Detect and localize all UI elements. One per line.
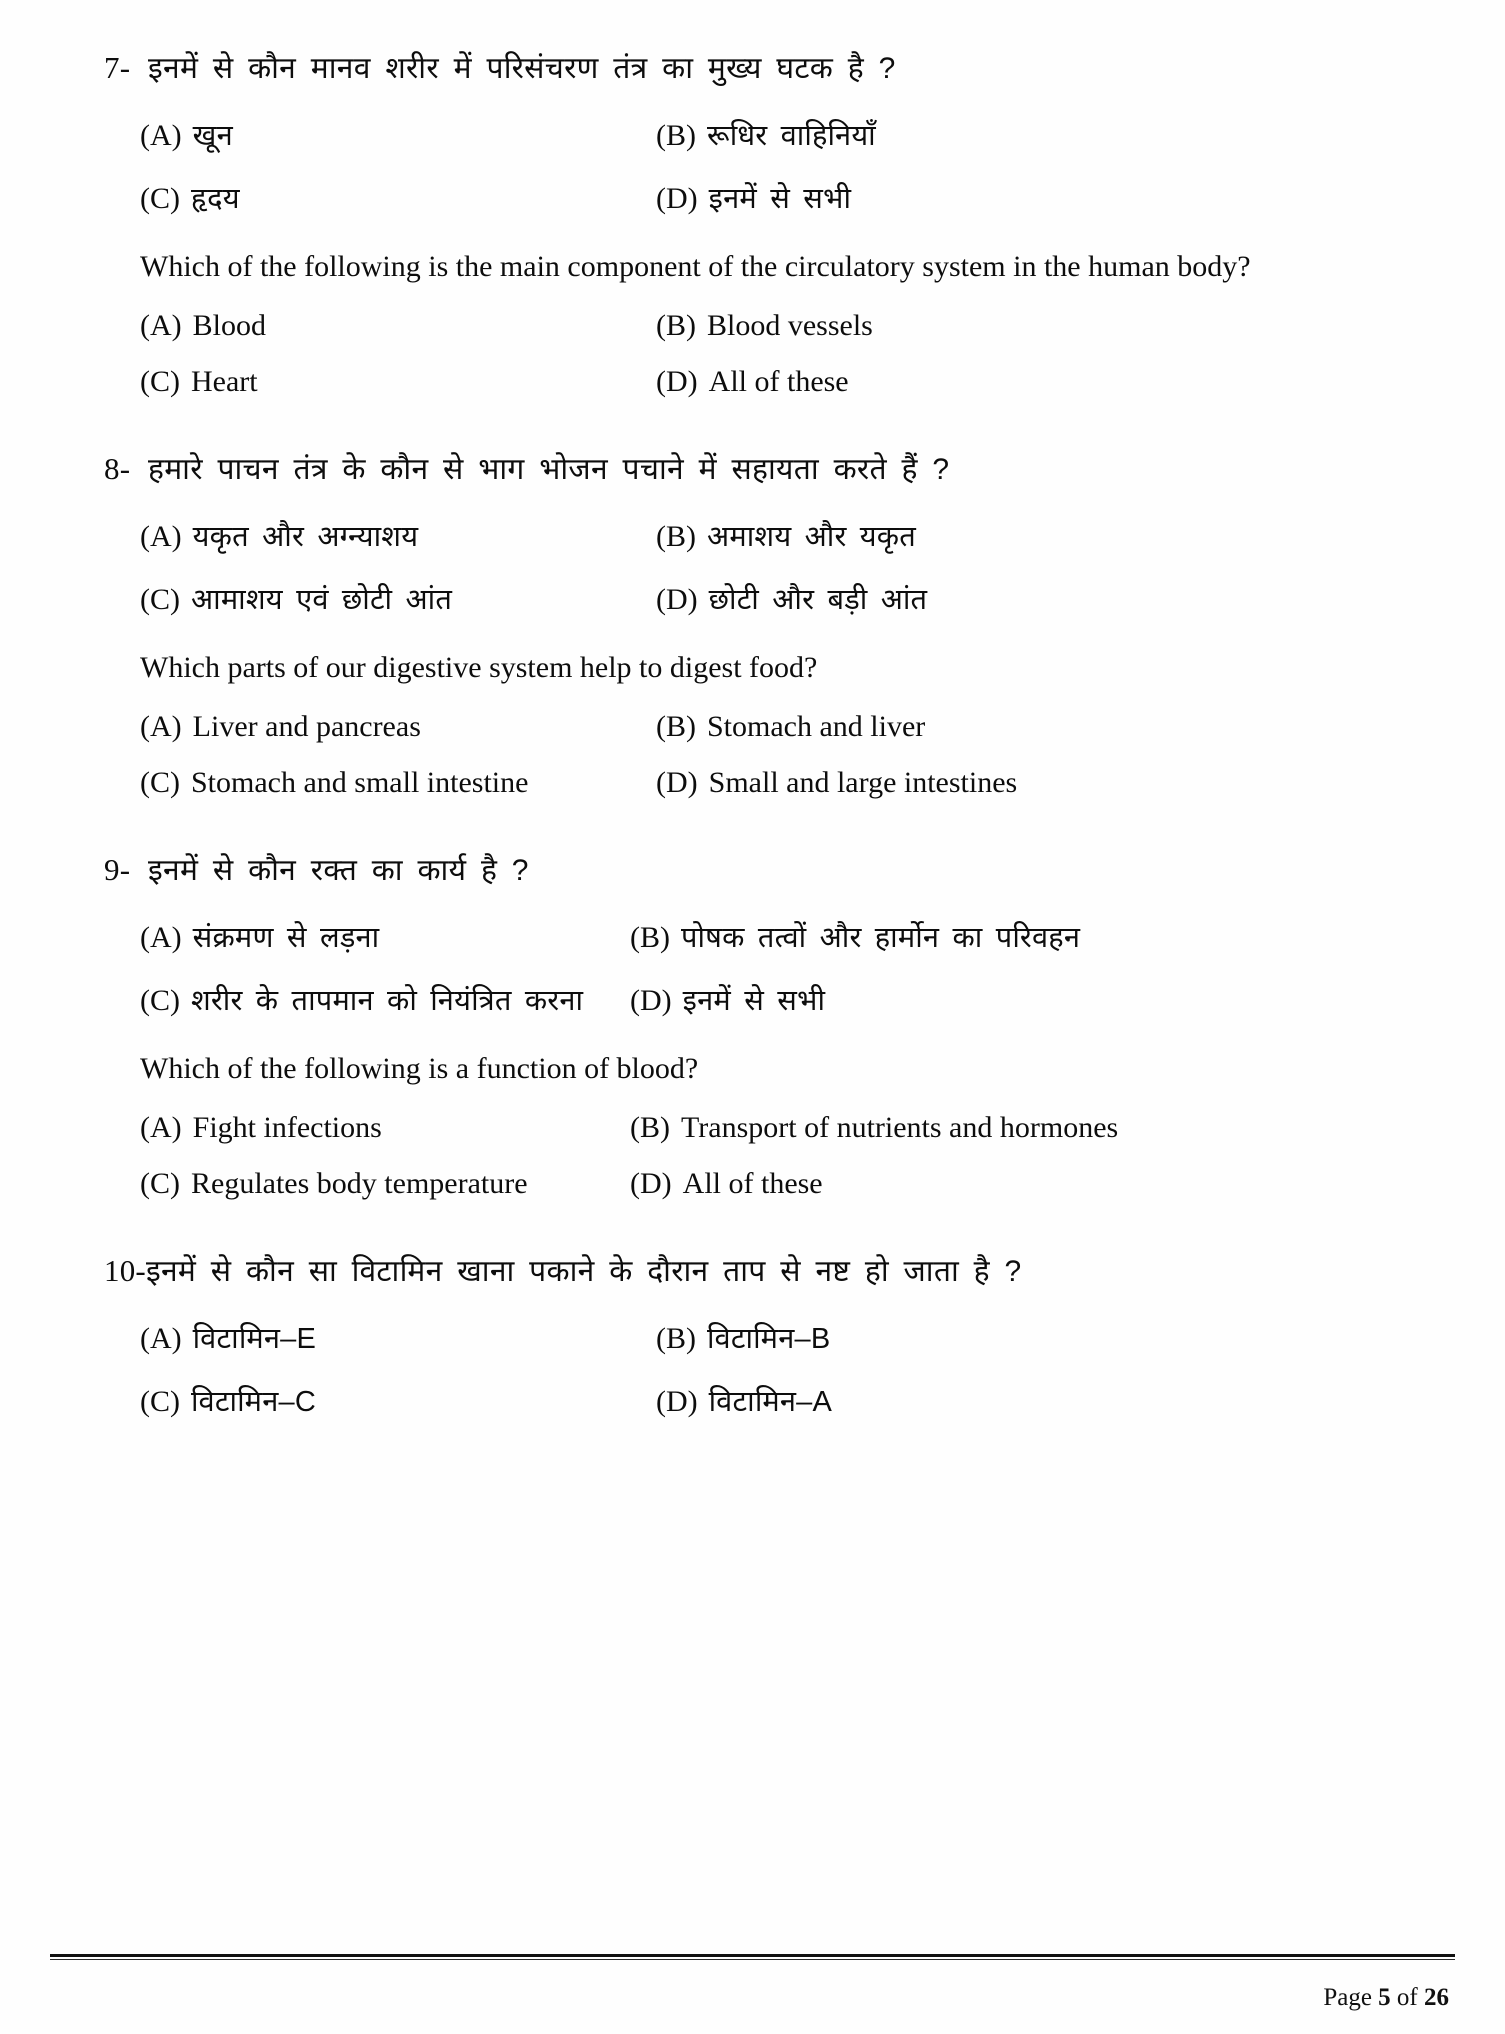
footer-rule-thin	[50, 1959, 1455, 1960]
question-block-10	[104, 1249, 1413, 1420]
question-8-option-d-hindi[interactable]	[656, 579, 1413, 618]
question-9-hindi-options-row-1	[104, 917, 1413, 956]
option-label-c: (C)	[140, 365, 180, 399]
question-9-option-a-hindi[interactable]	[140, 917, 630, 956]
question-9-option-d-hindi[interactable]	[630, 980, 1413, 1019]
question-8-english-options-row-2	[104, 766, 1413, 800]
question-9-english-options-row-1	[104, 1111, 1413, 1145]
question-8-hindi-text: हमारे पाचन तंत्र के कौन से भाग भोजन पचाने में सहायता करते हैं ?	[148, 453, 950, 487]
question-7-option-a-hindi[interactable]	[140, 115, 656, 154]
option-text-b: विटामिन–B	[707, 1322, 831, 1355]
question-9-option-c-hindi[interactable]	[140, 980, 630, 1019]
option-label-c: (C)	[140, 766, 180, 800]
option-text-a: Liver and pancreas	[192, 710, 421, 744]
option-label-a: (A)	[140, 710, 182, 744]
question-block-8	[104, 447, 1413, 800]
question-10-hindi-text: इनमें से कौन सा विटामिन खाना पकाने के दौरान ताप से नष्ट हो जाता है ?	[145, 1255, 1022, 1289]
option-text-b: Transport of nutrients and hormones	[681, 1111, 1119, 1145]
option-label-d: (D)	[656, 365, 698, 399]
question-8-hindi-options-row-2	[104, 579, 1413, 618]
question-8-option-a-english[interactable]	[140, 710, 656, 744]
question-7-english-text: Which of the following is the main component of the circulatory system in the human body?	[140, 249, 1251, 283]
question-10-number: 10-	[104, 1253, 146, 1289]
question-7-option-a-english[interactable]	[140, 309, 656, 343]
option-label-b: (B)	[630, 1111, 670, 1145]
option-text-a: Blood	[192, 309, 267, 343]
page-number-footer	[1323, 1984, 1449, 2012]
option-label-c: (C)	[140, 1167, 180, 1201]
question-9-option-d-english[interactable]	[630, 1167, 1413, 1201]
option-label-d: (D)	[656, 1384, 698, 1418]
option-label-c: (C)	[140, 582, 180, 616]
question-9-option-b-english[interactable]	[630, 1111, 1413, 1145]
option-label-a: (A)	[140, 1321, 182, 1355]
option-text-c: हृदय	[191, 182, 240, 215]
question-7-hindi-text: इनमें से कौन मानव शरीर में परिसंचरण तंत्र का मुख्य घटक है ?	[148, 52, 896, 85]
option-label-d: (D)	[630, 1167, 672, 1201]
option-label-a: (A)	[140, 920, 182, 954]
question-7-hindi-options-row-2	[104, 178, 1413, 217]
question-8-heading	[104, 447, 1413, 492]
question-8-option-d-english[interactable]	[656, 766, 1413, 800]
option-text-c: शरीर के तापमान को नियंत्रित करना	[191, 984, 584, 1017]
option-label-d: (D)	[630, 983, 672, 1017]
option-label-c: (C)	[140, 983, 180, 1017]
page-label-prefix: Page	[1323, 1984, 1379, 2011]
question-10-heading	[104, 1249, 1413, 1294]
option-text-b: Blood vessels	[707, 309, 873, 343]
question-7-option-d-english[interactable]	[656, 365, 1413, 399]
question-8-hindi-options-row-1	[104, 516, 1413, 555]
option-text-d: All of these	[682, 1167, 823, 1201]
option-text-d: विटामिन–A	[708, 1385, 833, 1418]
question-8-option-c-english[interactable]	[140, 766, 656, 800]
question-9-hindi-text: इनमें से कौन रक्त का कार्य है ?	[148, 854, 529, 888]
question-10-option-c-hindi[interactable]	[140, 1381, 656, 1420]
question-9-option-c-english[interactable]	[140, 1167, 630, 1201]
question-8-number: 8-	[104, 451, 131, 487]
question-10-option-a-hindi[interactable]	[140, 1318, 656, 1357]
question-7-number: 7-	[104, 50, 131, 85]
question-8-option-c-hindi[interactable]	[140, 579, 656, 618]
option-text-d: इनमें से सभी	[682, 984, 826, 1017]
option-label-c: (C)	[140, 181, 180, 215]
question-8-option-b-english[interactable]	[656, 710, 1413, 744]
option-label-b: (B)	[656, 309, 696, 343]
option-label-a: (A)	[140, 519, 182, 553]
option-label-a: (A)	[140, 309, 182, 343]
option-text-c: आमाशय एवं छोटी आंत	[191, 583, 453, 616]
option-text-b: पोषक तत्वों और हार्मोन का परिवहन	[681, 921, 1081, 954]
option-label-d: (D)	[656, 582, 698, 616]
question-9-english-options-row-2	[104, 1167, 1413, 1201]
footer-rule-thick	[50, 1954, 1455, 1957]
block-spacer	[104, 437, 1413, 447]
question-10-option-b-hindi[interactable]	[656, 1318, 1413, 1357]
question-block-7	[104, 46, 1413, 399]
option-text-a: खून	[192, 119, 233, 152]
question-9-option-a-english[interactable]	[140, 1111, 630, 1145]
option-text-a: संक्रमण से लड़ना	[192, 921, 380, 954]
question-7-english-options-row-1	[104, 309, 1413, 343]
question-7-option-d-hindi[interactable]	[656, 178, 1413, 217]
question-7-option-c-english[interactable]	[140, 365, 656, 399]
question-8-english-text: Which parts of our digestive system help to digest food?	[140, 650, 818, 684]
option-text-b: रूधिर वाहिनियाँ	[707, 119, 876, 152]
option-label-b: (B)	[656, 1321, 696, 1355]
option-text-d: इनमें से सभी	[708, 182, 852, 215]
option-label-b: (B)	[656, 118, 696, 152]
question-7-option-b-english[interactable]	[656, 309, 1413, 343]
page-label-middle: of	[1390, 1984, 1424, 2011]
question-7-option-c-hindi[interactable]	[140, 178, 656, 217]
block-spacer	[104, 1239, 1413, 1249]
option-text-d: Small and large intestines	[708, 766, 1018, 800]
question-block-9	[104, 848, 1413, 1201]
option-text-d: All of these	[708, 365, 849, 399]
question-9-option-b-hindi[interactable]	[630, 917, 1413, 956]
option-label-d: (D)	[656, 181, 698, 215]
option-text-a: Fight infections	[192, 1111, 382, 1145]
question-10-hindi-options-row-2	[104, 1381, 1413, 1420]
option-text-a: यकृत और अग्न्याशय	[192, 520, 419, 553]
question-10-hindi-options-row-1	[104, 1318, 1413, 1357]
footer-divider	[50, 1954, 1455, 1960]
option-text-c: Stomach and small intestine	[191, 766, 529, 800]
question-7-hindi-options-row-1	[104, 115, 1413, 154]
question-7-english-options-row-2	[104, 365, 1413, 399]
option-label-d: (D)	[656, 766, 698, 800]
option-text-a: विटामिन–E	[192, 1322, 317, 1355]
question-9-number: 9-	[104, 852, 131, 888]
page-number-current: 5	[1378, 1984, 1391, 2011]
question-10-option-d-hindi[interactable]	[656, 1381, 1413, 1420]
option-text-b: Stomach and liver	[707, 710, 926, 744]
question-9-hindi-options-row-2	[104, 980, 1413, 1019]
question-8-english-options-row-1	[104, 710, 1413, 744]
option-label-b: (B)	[656, 710, 696, 744]
question-8-option-b-hindi[interactable]	[656, 516, 1413, 555]
option-label-b: (B)	[630, 920, 670, 954]
question-9-english-text: Which of the following is a function of blood?	[140, 1051, 699, 1085]
question-7-option-b-hindi[interactable]	[656, 115, 1413, 154]
page-number-total: 26	[1424, 1984, 1449, 2011]
option-label-b: (B)	[656, 519, 696, 553]
option-text-c: Regulates body temperature	[191, 1167, 528, 1201]
option-text-c: Heart	[191, 365, 258, 399]
question-9-heading	[104, 848, 1413, 893]
option-label-c: (C)	[140, 1384, 180, 1418]
option-text-d: छोटी और बड़ी आंत	[708, 583, 928, 616]
option-text-b: अमाशय और यकृत	[707, 520, 917, 553]
question-7-heading	[104, 46, 1413, 91]
option-label-a: (A)	[140, 118, 182, 152]
option-label-a: (A)	[140, 1111, 182, 1145]
block-spacer	[104, 838, 1413, 848]
question-8-option-a-hindi[interactable]	[140, 516, 656, 555]
option-text-c: विटामिन–C	[191, 1385, 316, 1418]
